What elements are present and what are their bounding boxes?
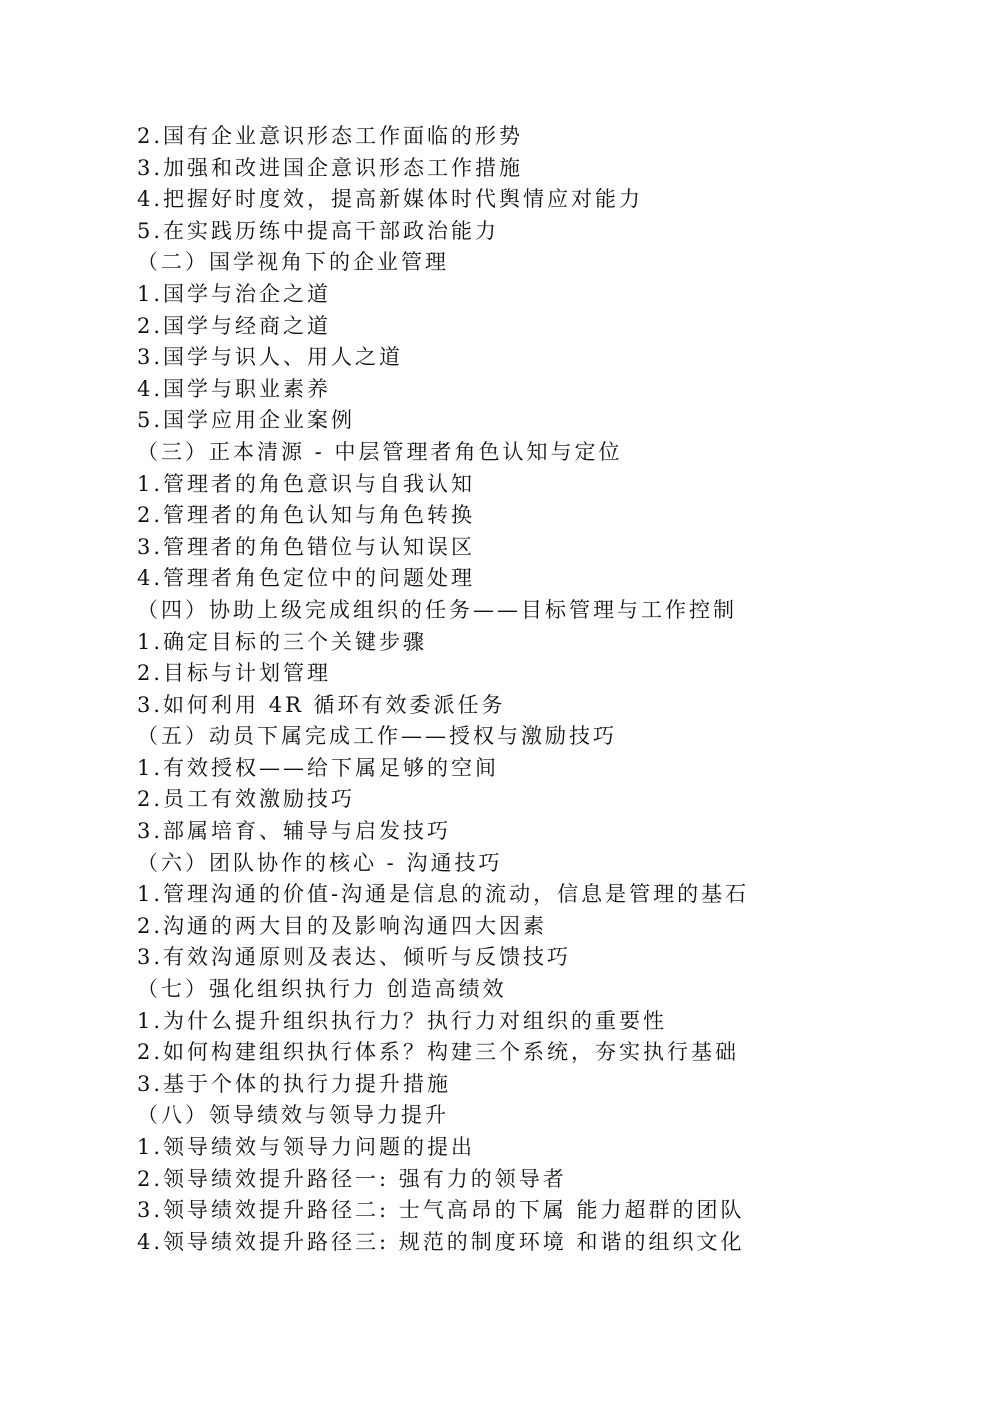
- section-heading: （四）协助上级完成组织的任务——目标管理与工作控制: [137, 597, 737, 622]
- list-item: 1.国学与治企之道: [137, 281, 332, 306]
- list-item: 1.为什么提升组织执行力？执行力对组织的重要性: [137, 1008, 668, 1033]
- list-item: 5.在实践历练中提高干部政治能力: [137, 218, 500, 243]
- list-item: 4.把握好时度效，提高新媒体时代舆情应对能力: [137, 187, 644, 212]
- list-item: 1.确定目标的三个关键步骤: [137, 629, 428, 654]
- list-item: 1.管理沟通的价值-沟通是信息的流动，信息是管理的基石: [137, 882, 750, 907]
- section-heading: （二）国学视角下的企业管理: [137, 250, 449, 275]
- list-item: 1.领导绩效与领导力问题的提出: [137, 1135, 476, 1159]
- section-heading: （五）动员下属完成工作——授权与激励技巧: [137, 724, 617, 749]
- list-item: 2.管理者的角色认知与角色转换: [137, 503, 476, 528]
- section-heading: （八）领导绩效与领导力提升: [137, 1103, 449, 1128]
- list-item: 4.国学与职业素养: [137, 376, 332, 401]
- list-item: 3.有效沟通原则及表达、倾听与反馈技巧: [137, 945, 572, 970]
- list-item: 5.国学应用企业案例: [137, 408, 356, 433]
- section-heading: （七）强化组织执行力 创造高绩效: [137, 977, 507, 1002]
- list-item: 4.领导绩效提升路径三: 规范的制度环境 和谐的组织文化: [137, 1229, 745, 1254]
- list-item: 1.管理者的角色意识与自我认知: [137, 471, 476, 496]
- list-item: 3.加强和改进国企意识形态工作措施: [137, 155, 524, 180]
- list-item: 2.目标与计划管理: [137, 661, 332, 686]
- section-heading: （六）团队协作的核心 - 沟通技巧: [137, 850, 503, 875]
- list-item: 4.管理者角色定位中的问题处理: [137, 566, 476, 591]
- list-item: 2.如何构建组织执行体系？构建三个系统，夯实执行基础: [137, 1040, 740, 1065]
- list-item: 3.如何利用 4R 循环有效委派任务: [137, 692, 506, 717]
- list-item: 1.有效授权——给下属足够的空间: [137, 755, 500, 780]
- list-item: 2.国学与经商之道: [137, 313, 332, 338]
- list-item: 2.国有企业意识形态工作面临的形势: [137, 124, 524, 148]
- list-item: 2.员工有效激励技巧: [137, 787, 356, 812]
- list-item: 3.领导绩效提升路径二: 士气高昂的下属 能力超群的团队: [137, 1198, 745, 1223]
- list-item: 3.国学与识人、用人之道: [137, 345, 404, 370]
- section-heading: （三）正本清源 - 中层管理者角色认知与定位: [137, 439, 623, 464]
- list-item: 2.领导绩效提升路径一: 强有力的领导者: [137, 1166, 567, 1191]
- list-item: 3.部属培育、辅导与启发技巧: [137, 819, 452, 844]
- document-body: [137, 121, 837, 1258]
- list-item: 3.基于个体的执行力提升措施: [137, 1071, 452, 1096]
- list-item: 3.管理者的角色错位与认知误区: [137, 534, 476, 559]
- list-item: 2.沟通的两大目的及影响沟通四大因素: [137, 913, 548, 938]
